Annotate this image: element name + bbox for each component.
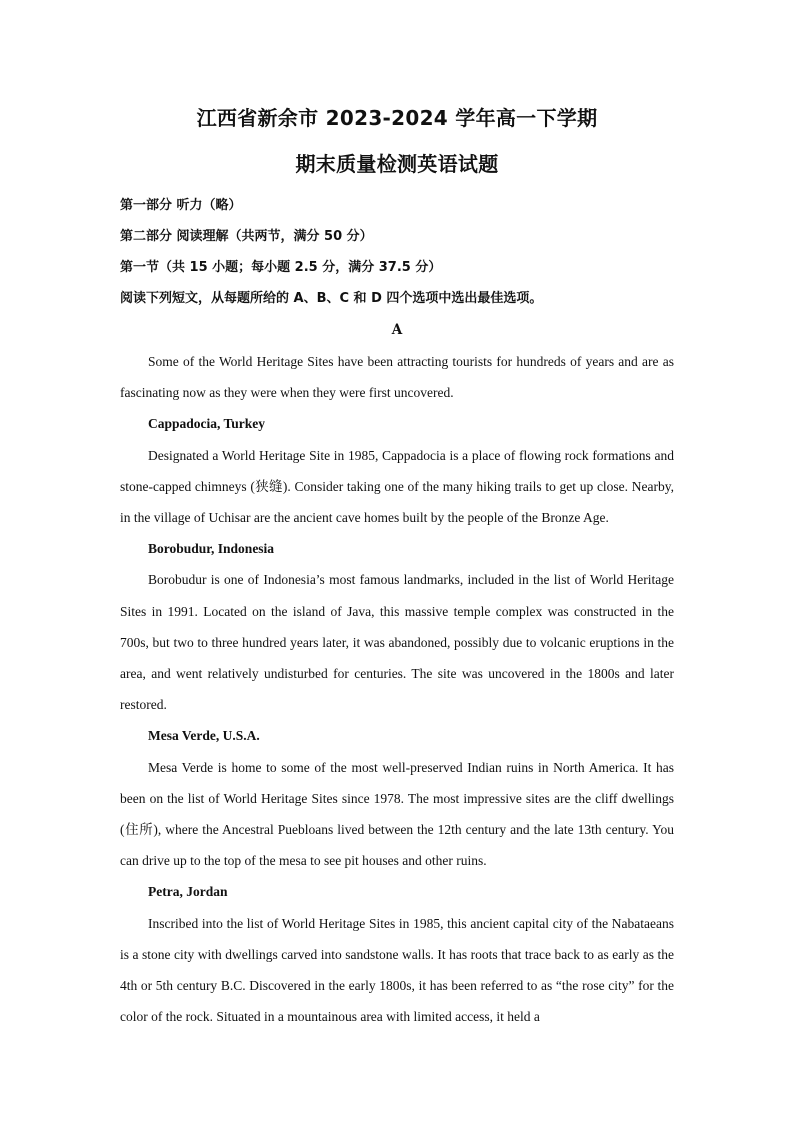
reading-instruction: 阅读下列短文，从每题所给的 A、B、C 和 D 四个选项中选出最佳选项。 (120, 291, 543, 306)
exam-title-line1: 江西省新余市 2023-2024 学年高一下学期 (196, 106, 598, 130)
passage-intro: Some of the World Heritage Sites have been attracting tourists for hundreds of years and are as fascinating now as they were when they were first uncovered. (120, 354, 674, 401)
site-heading-cappadocia: Cappadocia, Turkey (148, 416, 266, 432)
site-text-mesa-verde: Mesa Verde is home to some of the most well-preserved Indian ruins in North America. It has been on the list of World Heritage Sites since 1978. The most impressive sites are the cliff dwellings (住所), where the Ancestral Puebloans lived between the 12th century and the late 13th century. You can drive up to the top of the mesa to see pit houses and other ruins. (120, 759, 674, 869)
site-heading-borobudur: Borobudur, Indonesia (148, 541, 275, 557)
passage-label: A (391, 322, 403, 338)
site-text-petra: Inscribed into the list of World Heritage Sites in 1985, this ancient capital city of the Nabataeans is a stone city with dwellings carved into sandstone walls. It has roots that trace back to as early as the 4th or 5th century B.C. Discovered in the early 1800s, it has been referred to as “the rose city” for the color of the rock. Situated in a mountainous area with limited access, it held a (120, 915, 674, 1025)
site-heading-mesa-verde: Mesa Verde, U.S.A. (148, 728, 260, 744)
site-text-borobudur: Borobudur is one of Indonesia’s most famous landmarks, included in the list of World Heritage Sites in 1991. Located on the island of Java, this massive temple complex was constructed in the 700s, but two to three hundred years later, it was abandoned, possibly due to volcanic eruptions in the area, and went relatively undisturbed for centuries. The site was uncovered in the 1800s and later restored. (120, 572, 674, 713)
part2-heading: 第二部分 阅读理解（共两节，满分 50 分） (120, 229, 373, 244)
site-text-cappadocia: Designated a World Heritage Site in 1985, Cappadocia is a place of flowing rock formations and stone-capped chimneys (狭缝). Consider taking one of the many hiking trails to get up close. Nearby, in the village of Uchisar are the ancient cave homes built by the people of the Bronze Age. (120, 447, 674, 526)
site-heading-petra: Petra, Jordan (148, 884, 228, 900)
exam-title-line2: 期末质量检测英语试题 (295, 152, 499, 176)
part1-heading: 第一部分 听力（略） (120, 198, 242, 213)
section1-heading: 第一节（共 15 小题；每小题 2.5 分，满分 37.5 分） (120, 260, 442, 275)
